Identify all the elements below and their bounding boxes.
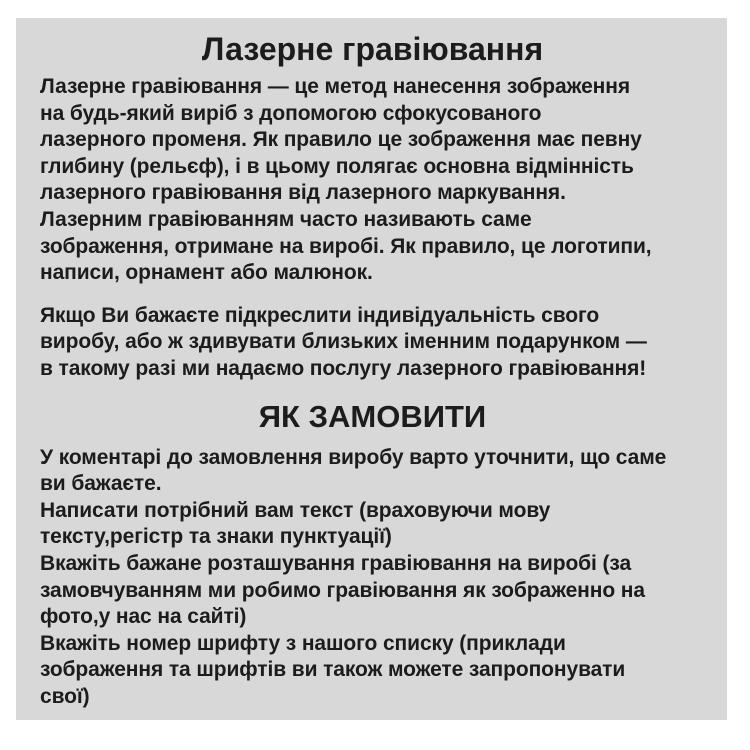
how-to-order-heading: ЯК ЗАМОВИТИ (258, 398, 487, 434)
instruction-line: Написати потрібний вам текст (враховуючи мову (40, 498, 551, 522)
intro-line: Лазерним гравіюванням часто називають саме (40, 207, 532, 231)
instruction-line: зображення та шрифтів ви також можете запропонувати (40, 658, 626, 682)
intro-line: зображення, отримане на виробі. Як правило, це логотипи, (40, 234, 652, 258)
offer-line: в такому разі ми надаємо послугу лазерного гравіювання! (40, 356, 647, 380)
instruction-line: ви бажаєте. (40, 472, 162, 496)
offer-line: виробу, або ж здивувати близьких іменним подарунком — (40, 330, 647, 354)
how-to-order-instructions (40, 445, 705, 711)
instruction-line: Вкажіть бажане розташування гравіювання на виробі (за (40, 551, 632, 575)
instruction-line: Вкажіть номер шрифту з нашого списку (приклади (40, 631, 566, 655)
instruction-line: фото,у нас на сайті) (40, 605, 247, 629)
info-panel (16, 18, 727, 720)
instruction-line: замовчуванням ми робимо гравіювання як зображенно на (40, 578, 645, 602)
page-title: Лазерне гравіювання (201, 31, 544, 67)
intro-paragraph (40, 74, 705, 287)
intro-line: глибину (рельєф), і в цьому полягає основна відмінність (40, 154, 634, 178)
offer-line: Якщо Ви бажаєте підкреслити індивідуальність свого (40, 303, 600, 327)
instruction-line: свої) (40, 684, 90, 708)
instruction-line: тексту,регістр та знаки пунктуації) (40, 525, 392, 549)
intro-line: лазерного гравіювання від лазерного маркування. (40, 181, 566, 205)
offer-paragraph (40, 303, 705, 383)
instruction-line: У коментарі до замовлення виробу варто уточнити, що саме (40, 445, 667, 469)
intro-line: лазерного променя. Як правило це зображення має певну (40, 128, 642, 152)
intro-line: написи, орнамент або малюнок. (40, 261, 373, 285)
intro-line: на будь-який виріб з допомогою сфокусованого (40, 101, 542, 125)
intro-line: Лазерне гравіювання — це метод нанесення зображення (40, 75, 630, 98)
